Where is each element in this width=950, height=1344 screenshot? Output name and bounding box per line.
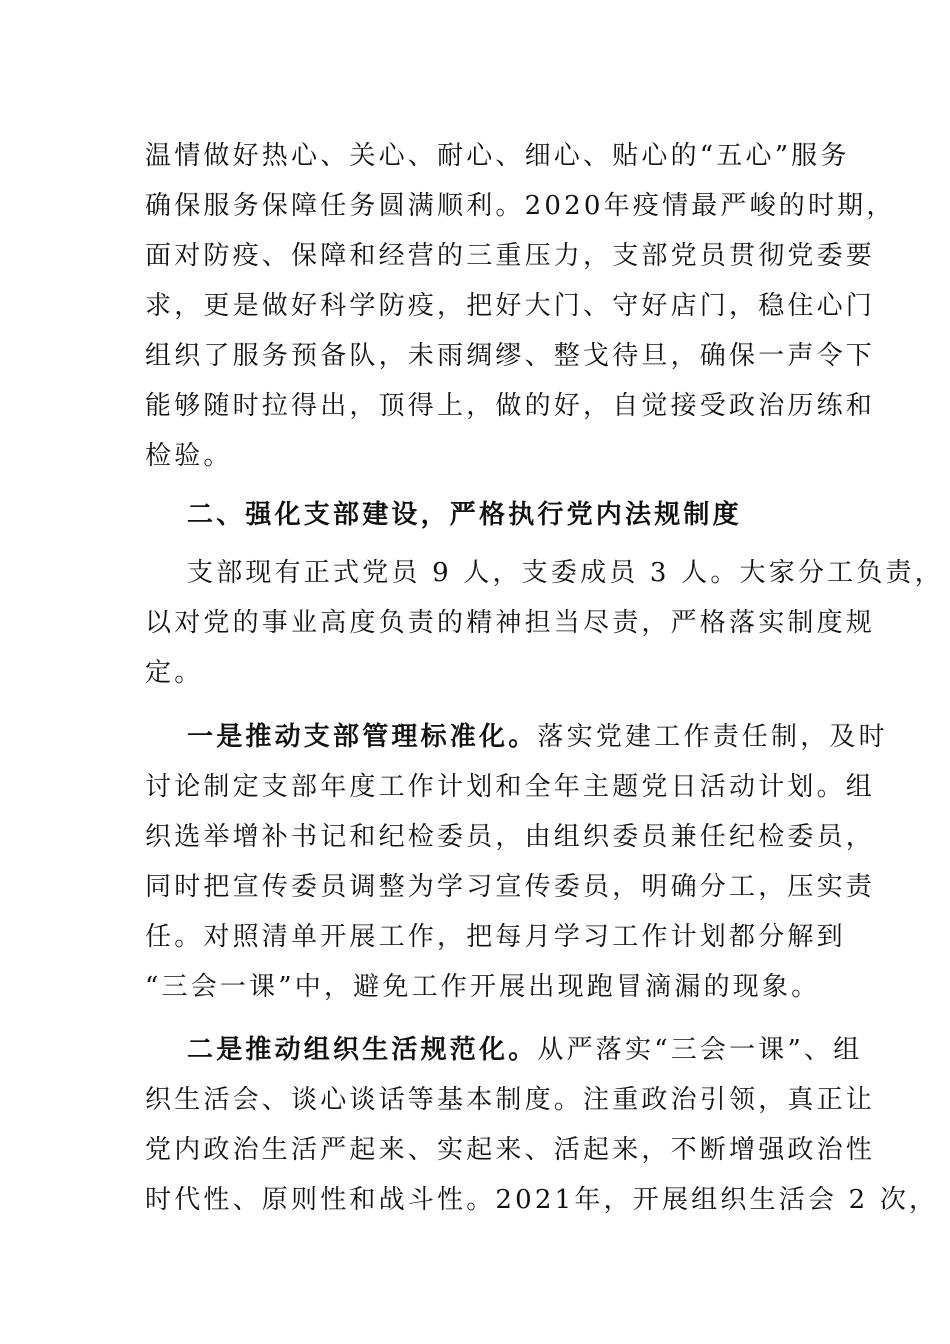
paragraph-line: 求，更是做好科学防疫，把好大门、守好店门，稳住心门 [145,291,876,321]
paragraph-line: 组织了服务预备队，未雨绸缪、整戈待旦，确保一声令下 [145,341,876,371]
paragraph-line: 任。对照清单开展工作，把每月学习工作计划都分解到 [145,922,846,952]
paragraph-lead: 一是推动支部管理标准化。 [187,722,538,752]
paragraph-line: 能够随时拉得出，顶得上，做的好，自觉接受政治历练和 [145,391,876,421]
section-heading: 二、强化支部建设，严格执行党内法规制度 [187,500,742,530]
paragraph-branch-members [145,548,944,698]
section-heading-block [145,490,810,540]
paragraph-line: 检验。 [145,441,233,471]
paragraph-line: “三会一课”中，避免工作开展出现跑冒滴漏的现象。 [145,972,821,1002]
paragraph-line: 时代性、原则性和战斗性。2021年，开展组织生活会 2 次， [145,1185,939,1215]
paragraph-line: 党内政治生活严起来、实起来、活起来，不断增强政治性 [145,1135,876,1165]
paragraph-lead-rest: 从严落实“三会一课”、组 [537,1035,863,1065]
paragraph-lead-rest: 落实党建工作责任制，及时 [537,722,888,752]
paragraph-line: 讨论制定支部年度工作计划和全年主题党日活动计划。组 [145,772,876,802]
paragraph-first-line [145,1025,863,1075]
paragraph-line: 支部现有正式党员 9 人，支委成员 3 人。大家分工负责， [187,558,944,588]
paragraph-line: 以对党的事业高度负责的精神担当尽责，严格落实制度规 [145,608,876,638]
paragraph-line: 面对防疫、保障和经营的三重压力，支部党员贯彻党委要 [145,241,876,271]
paragraph-organization-life [145,1025,939,1225]
paragraph-continuation [145,131,896,481]
paragraph-lead: 二是推动组织生活规范化。 [187,1035,538,1065]
paragraph-line: 同时把宣传委员调整为学习宣传委员，明确分工，压实责 [145,872,876,902]
paragraph-line: 织选举增补书记和纪检委员，由组织委员兼任纪检委员， [145,822,876,852]
paragraph-line: 温情做好热心、关心、耐心、细心、贴心的“五心”服务 [145,141,850,171]
paragraph-line: 织生活会、谈心谈话等基本制度。注重政治引领，真正让 [145,1085,876,1115]
paragraph-line: 确保服务保障任务圆满顺利。2020年疫情最严峻的时期， [145,191,896,221]
paragraph-first-line [145,712,888,762]
paragraph-standardization [145,712,888,1012]
paragraph-line: 定。 [145,658,204,688]
